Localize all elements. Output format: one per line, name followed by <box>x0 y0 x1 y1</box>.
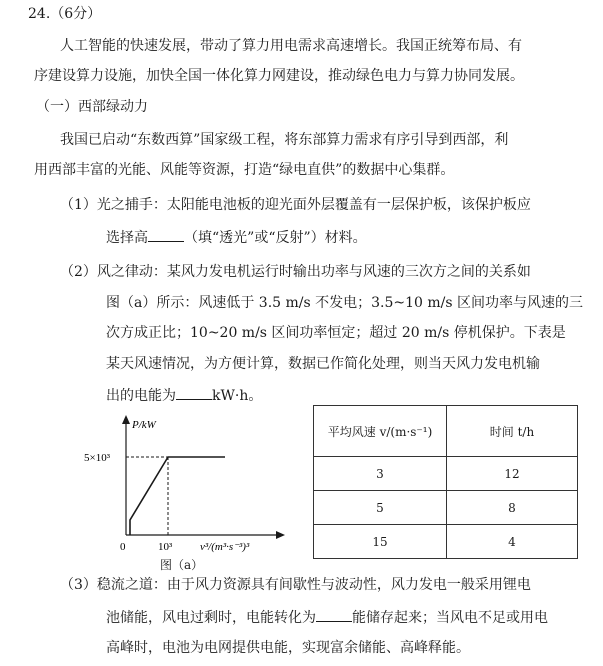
cell-speed: 15 <box>314 525 447 559</box>
table-row <box>314 525 578 559</box>
cell-speed: 3 <box>314 457 447 491</box>
table-row <box>314 457 578 491</box>
header-wind-speed: 平均风速 v/(m·s⁻¹) <box>314 406 447 457</box>
power-chart <box>80 412 295 557</box>
q2-line-4: 某天风速情况，为方便计算，数据已作简化处理，则当天风力发电机输 <box>106 356 540 372</box>
q1-text-before: 选择高 <box>106 230 148 246</box>
question-score: （6分） <box>50 6 102 22</box>
x-axis-label: v³/(m³·s⁻³)³ <box>200 541 250 553</box>
intro-line-1: 人工智能的快速发展，带动了算力用电需求高速增长。我国正统筹布局、有 <box>60 38 522 54</box>
q2-line-3: 次方成正比；10~20 m/s 区间功率恒定；超过 20 m/s 停机保护。下表是 <box>106 325 566 341</box>
q2-line-5 <box>106 385 262 406</box>
q3-answer-blank[interactable] <box>316 607 352 622</box>
section-title: （一）西部绿动力 <box>36 99 148 115</box>
cell-speed: 5 <box>314 491 447 525</box>
q2-line-2: 图（a）所示：风速低于 3.5 m/s 不发电；3.5~10 m/s 区间功率与风速的三 <box>106 295 584 311</box>
y-axis-arrow <box>122 415 130 424</box>
figure-caption: 图（a） <box>160 558 204 572</box>
cell-time: 8 <box>447 491 578 525</box>
q2-text-after: kW·h。 <box>212 388 263 404</box>
q3-line-1: （3）稳流之道：由于风力资源具有间歇性与波动性，风力发电一般采用锂电 <box>60 577 531 593</box>
section-text-2: 用西部丰富的光能、风能等资源，打造“绿电直供”的数据中心集群。 <box>34 162 455 178</box>
intro-line-2: 序建设算力设施，加快全国一体化算力网建设，推动绿色电力与算力协同发展。 <box>34 68 524 84</box>
wind-speed-table <box>313 405 578 559</box>
cell-time: 12 <box>447 457 578 491</box>
section-text-1: 我国已启动“东数西算”国家级工程，将东部算力需求有序引导到西部，利 <box>60 132 509 148</box>
question-heading <box>28 4 101 24</box>
y-axis-label: P/kW <box>132 419 156 431</box>
question-number: 24. <box>28 6 51 22</box>
table-row <box>314 491 578 525</box>
x-tick-0: 0 <box>120 541 126 553</box>
q1-line-1: （1）光之捕手：太阳能电池板的迎光面外层覆盖有一层保护板，该保护板应 <box>60 197 531 213</box>
cell-time: 4 <box>447 525 578 559</box>
table-header-row <box>314 406 578 457</box>
q1-text-after: （填“透光”或“反射”）材料。 <box>184 230 367 246</box>
q1-line-2 <box>106 227 367 248</box>
y-tick-label: 5×10³ <box>84 452 111 464</box>
q3-line-3: 高峰时，电池为电网提供电能，实现富余储能、高峰释能。 <box>106 640 470 656</box>
q3-line-2 <box>106 607 548 628</box>
header-time: 时间 t/h <box>447 406 578 457</box>
q2-line-1: （2）风之律动：某风力发电机运行时输出功率与风速的三次方之间的关系如 <box>60 264 531 280</box>
x-tick-1: 10³ <box>158 541 173 553</box>
q2-answer-blank[interactable] <box>176 385 212 400</box>
q3-text-after: 能储存起来；当风电不足或用电 <box>352 610 548 626</box>
q2-text-before: 出的电能为 <box>106 388 176 404</box>
power-curve <box>130 457 225 535</box>
q1-answer-blank[interactable] <box>148 227 184 242</box>
q3-text-before: 池储能，风电过剩时，电能转化为 <box>106 610 316 626</box>
x-axis-arrow <box>276 531 285 539</box>
